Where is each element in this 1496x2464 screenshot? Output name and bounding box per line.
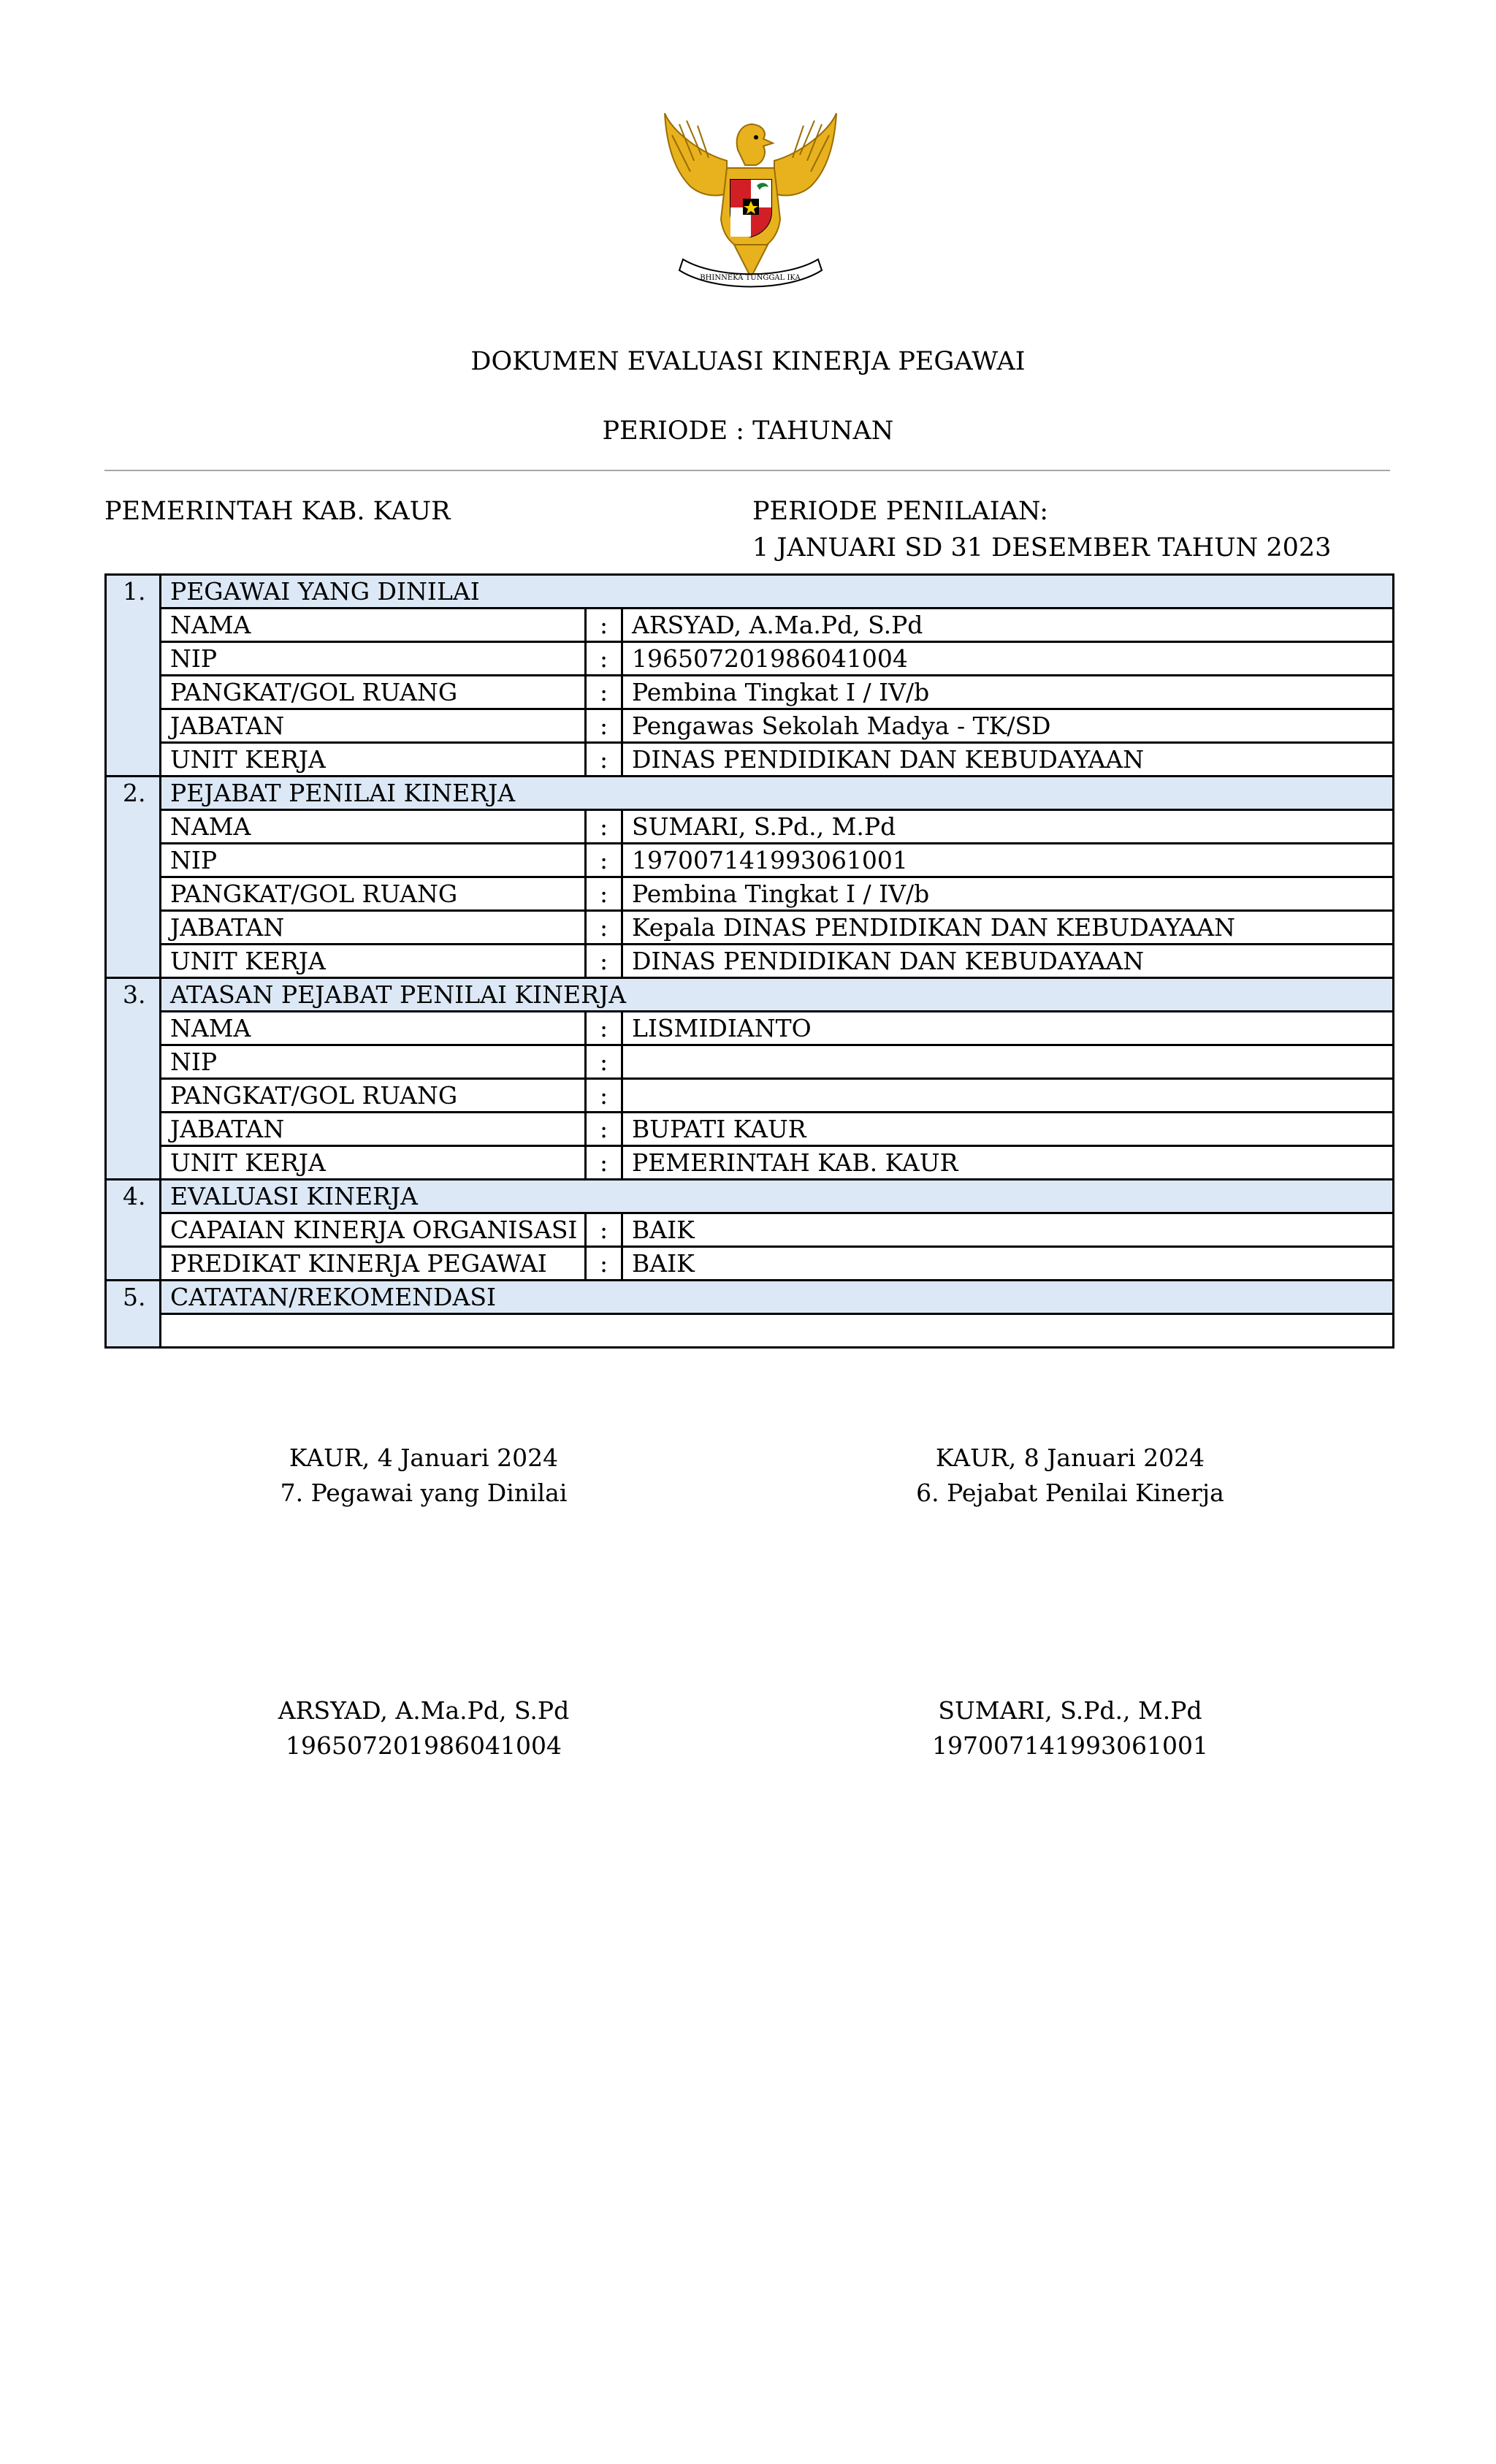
colon: : xyxy=(586,1113,622,1146)
document-title: DOKUMEN EVALUASI KINERJA PEGAWAI xyxy=(470,347,1026,376)
field-label: CAPAIAN KINERJA ORGANISASI xyxy=(161,1213,586,1247)
periode-value: 1 JANUARI SD 31 DESEMBER TAHUN 2023 xyxy=(752,533,1332,562)
field-value: BAIK xyxy=(622,1247,1394,1281)
field-value: 197007141993061001 xyxy=(622,844,1394,877)
colon: : xyxy=(586,709,622,743)
signature-right-header xyxy=(851,1441,1289,1511)
colon: : xyxy=(586,642,622,676)
colon: : xyxy=(586,810,622,844)
field-label: JABATAN xyxy=(161,911,586,945)
section-header xyxy=(106,978,1394,1012)
evaluation-table xyxy=(104,573,1394,1349)
field-value: DINAS PENDIDIKAN DAN KEBUDAYAAN xyxy=(622,945,1394,978)
field-value xyxy=(622,1079,1394,1113)
table-row xyxy=(106,642,1394,676)
svg-text:BHINNEKA TUNGGAL IKA: BHINNEKA TUNGGAL IKA xyxy=(700,274,801,282)
section-number: 3. xyxy=(106,978,161,1180)
colon: : xyxy=(586,1045,622,1079)
garuda-emblem xyxy=(657,110,844,291)
field-label: NIP xyxy=(161,844,586,877)
field-value: LISMIDIANTO xyxy=(622,1012,1394,1045)
field-value: DINAS PENDIDIKAN DAN KEBUDAYAAN xyxy=(622,743,1394,777)
table-row xyxy=(106,1012,1394,1045)
field-label: PANGKAT/GOL RUANG xyxy=(161,676,586,709)
section-header xyxy=(106,1180,1394,1213)
table-row xyxy=(106,1146,1394,1180)
section-title: PEGAWAI YANG DINILAI xyxy=(161,575,1394,609)
colon: : xyxy=(586,911,622,945)
field-label: NAMA xyxy=(161,1012,586,1045)
field-value: Kepala DINAS PENDIDIKAN DAN KEBUDAYAAN xyxy=(622,911,1394,945)
field-label: JABATAN xyxy=(161,709,586,743)
colon: : xyxy=(586,945,622,978)
colon: : xyxy=(586,1247,622,1281)
signature-left-header xyxy=(205,1441,643,1511)
signature-nip: 197007141993061001 xyxy=(932,1731,1208,1760)
field-label: PANGKAT/GOL RUANG xyxy=(161,1079,586,1113)
table-row xyxy=(106,676,1394,709)
table-row xyxy=(106,709,1394,743)
section-header xyxy=(106,777,1394,810)
field-value: BUPATI KAUR xyxy=(622,1113,1394,1146)
colon: : xyxy=(586,1146,622,1180)
section-number: 5. xyxy=(106,1281,161,1348)
field-label: NAMA xyxy=(161,609,586,642)
field-value: PEMERINTAH KAB. KAUR xyxy=(622,1146,1394,1180)
colon: : xyxy=(586,1213,622,1247)
colon: : xyxy=(586,1012,622,1045)
signature-right-footer xyxy=(851,1693,1289,1763)
table-row xyxy=(106,743,1394,777)
signature-nip: 196507201986041004 xyxy=(286,1731,562,1760)
table-row xyxy=(106,1314,1394,1348)
signature-role: 6. Pejabat Penilai Kinerja xyxy=(916,1479,1224,1507)
signature-role: 7. Pegawai yang Dinilai xyxy=(280,1479,568,1507)
table-row xyxy=(106,911,1394,945)
signature-name: ARSYAD, A.Ma.Pd, S.Pd xyxy=(278,1696,570,1725)
signature-date: KAUR, 4 Januari 2024 xyxy=(289,1443,559,1472)
field-label: NIP xyxy=(161,1045,586,1079)
field-label: PANGKAT/GOL RUANG xyxy=(161,877,586,911)
table-row xyxy=(106,609,1394,642)
table-row xyxy=(106,877,1394,911)
signature-left-footer xyxy=(205,1693,643,1763)
table-row xyxy=(106,1079,1394,1113)
field-value: Pembina Tingkat I / IV/b xyxy=(622,877,1394,911)
periode-penilaian xyxy=(752,493,1331,566)
table-row xyxy=(106,1247,1394,1281)
colon: : xyxy=(586,609,622,642)
field-value: 196507201986041004 xyxy=(622,642,1394,676)
field-value: Pembina Tingkat I / IV/b xyxy=(622,676,1394,709)
field-value: ARSYAD, A.Ma.Pd, S.Pd xyxy=(622,609,1394,642)
field-value xyxy=(622,1045,1394,1079)
section-number: 1. xyxy=(106,575,161,777)
signature-date: KAUR, 8 Januari 2024 xyxy=(935,1443,1205,1472)
field-value: BAIK xyxy=(622,1213,1394,1247)
field-value: SUMARI, S.Pd., M.Pd xyxy=(622,810,1394,844)
section-title: EVALUASI KINERJA xyxy=(161,1180,1394,1213)
instansi-name: PEMERINTAH KAB. KAUR xyxy=(104,497,451,526)
colon: : xyxy=(586,1079,622,1113)
colon: : xyxy=(586,676,622,709)
field-label: UNIT KERJA xyxy=(161,743,586,777)
section-header xyxy=(106,575,1394,609)
table-row xyxy=(106,810,1394,844)
colon: : xyxy=(586,844,622,877)
signature-name: SUMARI, S.Pd., M.Pd xyxy=(938,1696,1202,1725)
section-number: 4. xyxy=(106,1180,161,1281)
table-row xyxy=(106,844,1394,877)
document-period: PERIODE : TAHUNAN xyxy=(602,416,894,446)
field-label: PREDIKAT KINERJA PEGAWAI xyxy=(161,1247,586,1281)
table-row xyxy=(106,945,1394,978)
divider xyxy=(104,470,1390,471)
field-label: NAMA xyxy=(161,810,586,844)
field-value: Pengawas Sekolah Madya - TK/SD xyxy=(622,709,1394,743)
section-title: ATASAN PEJABAT PENILAI KINERJA xyxy=(161,978,1394,1012)
notes-field xyxy=(161,1314,1394,1348)
table-row xyxy=(106,1213,1394,1247)
colon: : xyxy=(586,743,622,777)
table-row xyxy=(106,1113,1394,1146)
field-label: JABATAN xyxy=(161,1113,586,1146)
section-header xyxy=(106,1281,1394,1314)
table-row xyxy=(106,1045,1394,1079)
field-label: NIP xyxy=(161,642,586,676)
section-title: PEJABAT PENILAI KINERJA xyxy=(161,777,1394,810)
field-label: UNIT KERJA xyxy=(161,945,586,978)
section-number: 2. xyxy=(106,777,161,978)
periode-label: PERIODE PENILAIAN: xyxy=(752,497,1049,526)
field-label: UNIT KERJA xyxy=(161,1146,586,1180)
section-title: CATATAN/REKOMENDASI xyxy=(161,1281,1394,1314)
colon: : xyxy=(586,877,622,911)
